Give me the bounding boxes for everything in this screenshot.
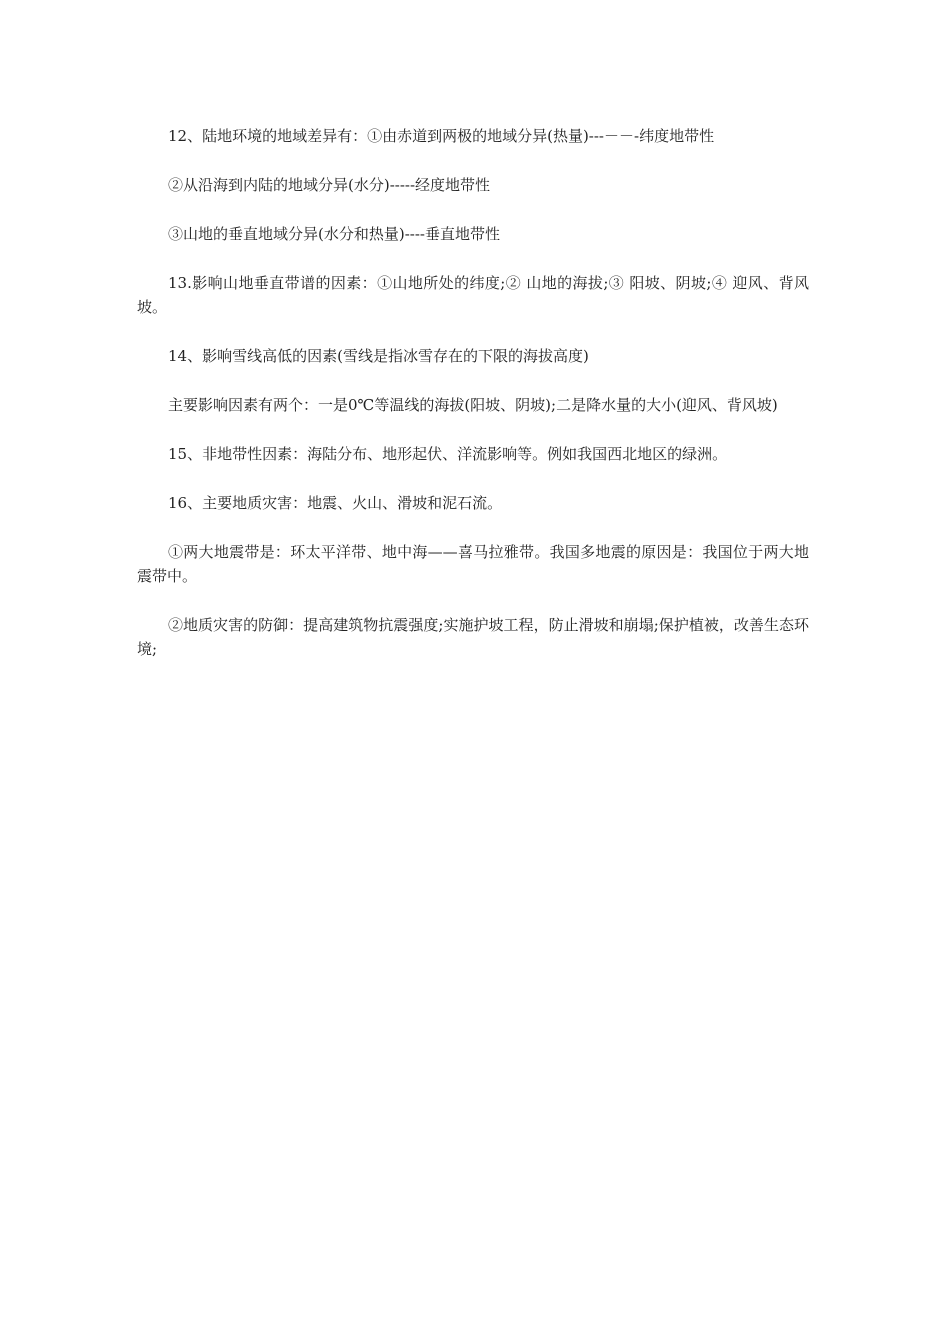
paragraph-longitudinal-zonality: ②从沿海到内陆的地域分异(水分)-----经度地带性 [168, 176, 491, 194]
paragraph-12-regional-differences: 12、陆地环境的地域差异有：①由赤道到两极的地域分异(热量)---－－-纬度地带性 [168, 127, 715, 145]
paragraph-15-azonal-factors: 15、非地带性因素：海陆分布、地形起伏、洋流影响等。例如我国西北地区的绿洲。 [168, 445, 728, 463]
paragraph-vertical-zonality: ③山地的垂直地域分异(水分和热量)----垂直地带性 [168, 225, 500, 243]
paragraph-hazard-prevention: ②地质灾害的防御：提高建筑物抗震强度;实施护坡工程，防止滑坡和崩塌;保护植被，改善生态环境; [137, 616, 809, 658]
paragraph-14-snowline-factors: 14、影响雪线高低的因素(雪线是指冰雪存在的下限的海拔高度) [168, 347, 589, 365]
paragraph-13-vertical-spectrum-factors: 13.影响山地垂直带谱的因素：①山地所处的纬度;② 山地的海拔;③ 阳坡、阴坡;④ 迎风、背风坡。 [137, 274, 809, 316]
paragraph-earthquake-belts: ①两大地震带是：环太平洋带、地中海——喜马拉雅带。我国多地震的原因是：我国位于两大地震带中。 [137, 543, 809, 585]
paragraph-16-geological-hazards: 16、主要地质灾害：地震、火山、滑坡和泥石流。 [168, 494, 503, 512]
paragraph-main-influence-factors: 主要影响因素有两个：一是0℃等温线的海拔(阳坡、阴坡);二是降水量的大小(迎风、背风坡) [168, 396, 778, 414]
document-body [137, 124, 809, 686]
